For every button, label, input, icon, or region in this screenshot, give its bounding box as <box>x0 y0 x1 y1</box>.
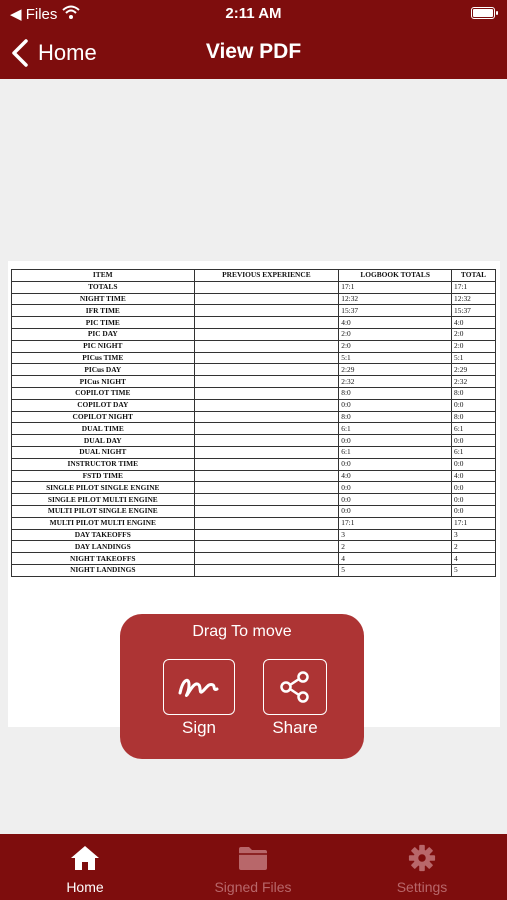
cell-previous <box>194 423 339 435</box>
cell-total: 0:0 <box>452 399 496 411</box>
cell-previous <box>194 435 339 447</box>
cell-previous <box>194 317 339 329</box>
share-button[interactable] <box>258 659 332 738</box>
cell-item: FSTD TIME <box>12 470 195 482</box>
cell-item: DAY TAKEOFFS <box>12 529 195 541</box>
cell-item: COPILOT DAY <box>12 399 195 411</box>
cell-total: 6:1 <box>452 446 496 458</box>
header-logbook-totals: LOGBOOK TOTALS <box>339 270 452 282</box>
table-row <box>12 387 496 399</box>
cell-previous <box>194 399 339 411</box>
house-icon <box>69 844 101 872</box>
table-row <box>12 470 496 482</box>
cell-total: 5:1 <box>452 352 496 364</box>
cell-logbook: 6:1 <box>339 423 452 435</box>
cell-logbook: 17:1 <box>339 517 452 529</box>
cell-previous <box>194 470 339 482</box>
cell-logbook: 2 <box>339 541 452 553</box>
cell-total: 17:1 <box>452 281 496 293</box>
cell-previous <box>194 352 339 364</box>
cell-total: 0:0 <box>452 435 496 447</box>
table-row <box>12 494 496 506</box>
share-icon <box>277 669 313 705</box>
cell-logbook: 0:0 <box>339 494 452 506</box>
table-row <box>12 352 496 364</box>
cell-logbook: 17:1 <box>339 281 452 293</box>
table-row <box>12 376 496 388</box>
cell-total: 4 <box>452 553 496 565</box>
table-row <box>12 411 496 423</box>
cell-item: NIGHT LANDINGS <box>12 564 195 576</box>
cell-item: PICus DAY <box>12 364 195 376</box>
cell-previous <box>194 529 339 541</box>
cell-previous <box>194 494 339 506</box>
status-time: 2:11 AM <box>225 5 282 22</box>
cell-logbook: 2:29 <box>339 364 452 376</box>
table-row <box>12 529 496 541</box>
cell-item: PIC NIGHT <box>12 340 195 352</box>
header-item: ITEM <box>12 270 195 282</box>
cell-item: NIGHT TIME <box>12 293 195 305</box>
cell-logbook: 4:0 <box>339 470 452 482</box>
table-row <box>12 340 496 352</box>
table-row <box>12 553 496 565</box>
top-bar <box>0 0 507 79</box>
folder-icon <box>237 844 269 872</box>
tab-signed-files-label: Signed Files <box>214 879 292 895</box>
table-row <box>12 328 496 340</box>
cell-logbook: 0:0 <box>339 435 452 447</box>
cell-previous <box>194 305 339 317</box>
cell-item: TOTALS <box>12 281 195 293</box>
table-row <box>12 541 496 553</box>
tab-settings-label: Settings <box>396 879 448 895</box>
tab-bar <box>0 834 507 900</box>
cell-total: 8:0 <box>452 387 496 399</box>
header-total: TOTAL <box>452 270 496 282</box>
cell-item: PIC TIME <box>12 317 195 329</box>
cell-total: 5 <box>452 564 496 576</box>
back-to-files-link[interactable]: ◀ Files <box>10 6 58 23</box>
cell-previous <box>194 340 339 352</box>
cell-item: PIC DAY <box>12 328 195 340</box>
cell-item: DUAL NIGHT <box>12 446 195 458</box>
battery-icon <box>471 7 495 19</box>
cell-previous <box>194 505 339 517</box>
cell-item: SINGLE PILOT MULTI ENGINE <box>12 494 195 506</box>
cell-item: MULTI PILOT MULTI ENGINE <box>12 517 195 529</box>
table-row <box>12 305 496 317</box>
cell-total: 17:1 <box>452 517 496 529</box>
signature-icon <box>175 671 223 703</box>
cell-previous <box>194 553 339 565</box>
header-previous-experience: PREVIOUS EXPERIENCE <box>194 270 339 282</box>
tab-home-label: Home <box>66 879 104 895</box>
tab-signed-files[interactable] <box>198 844 308 895</box>
table-row <box>12 293 496 305</box>
table-row <box>12 482 496 494</box>
cell-logbook: 5:1 <box>339 352 452 364</box>
cell-item: MULTI PILOT SINGLE ENGINE <box>12 505 195 517</box>
table-row <box>12 517 496 529</box>
gear-icon <box>407 844 437 872</box>
cell-logbook: 8:0 <box>339 387 452 399</box>
cell-total: 0:0 <box>452 458 496 470</box>
cell-total: 2:32 <box>452 376 496 388</box>
cell-logbook: 15:37 <box>339 305 452 317</box>
cell-previous <box>194 328 339 340</box>
cell-previous <box>194 517 339 529</box>
cell-logbook: 4 <box>339 553 452 565</box>
table-row <box>12 399 496 411</box>
table-header-row <box>12 270 496 282</box>
table-row <box>12 317 496 329</box>
status-bar <box>0 0 507 28</box>
table-row <box>12 281 496 293</box>
logbook-table <box>11 269 496 577</box>
cell-logbook: 4:0 <box>339 317 452 329</box>
cell-item: COPILOT TIME <box>12 387 195 399</box>
cell-previous <box>194 446 339 458</box>
cell-logbook: 0:0 <box>339 482 452 494</box>
share-label: Share <box>272 718 318 737</box>
table-row <box>12 423 496 435</box>
cell-item: DUAL DAY <box>12 435 195 447</box>
sign-label: Sign <box>181 718 217 737</box>
cell-logbook: 8:0 <box>339 411 452 423</box>
cell-total: 12:32 <box>452 293 496 305</box>
cell-total: 8:0 <box>452 411 496 423</box>
cell-previous <box>194 458 339 470</box>
cell-item: DUAL TIME <box>12 423 195 435</box>
table-row <box>12 446 496 458</box>
cell-total: 0:0 <box>452 482 496 494</box>
sign-button[interactable] <box>162 659 236 738</box>
cell-total: 3 <box>452 529 496 541</box>
cell-total: 2:0 <box>452 328 496 340</box>
cell-logbook: 0:0 <box>339 399 452 411</box>
cell-previous <box>194 482 339 494</box>
cell-logbook: 3 <box>339 529 452 541</box>
cell-item: NIGHT TAKEOFFS <box>12 553 195 565</box>
cell-previous <box>194 364 339 376</box>
cell-item: PICus NIGHT <box>12 376 195 388</box>
cell-item: DAY LANDINGS <box>12 541 195 553</box>
cell-total: 6:1 <box>452 423 496 435</box>
cell-logbook: 2:0 <box>339 340 452 352</box>
cell-total: 4:0 <box>452 470 496 482</box>
cell-previous <box>194 564 339 576</box>
cell-item: COPILOT NIGHT <box>12 411 195 423</box>
table-row <box>12 505 496 517</box>
table-row <box>12 564 496 576</box>
cell-previous <box>194 387 339 399</box>
cell-item: INSTRUCTOR TIME <box>12 458 195 470</box>
cell-previous <box>194 293 339 305</box>
cell-total: 2 <box>452 541 496 553</box>
table-row <box>12 364 496 376</box>
cell-logbook: 12:32 <box>339 293 452 305</box>
cell-logbook: 5 <box>339 564 452 576</box>
table-row <box>12 458 496 470</box>
drag-hint: Drag To move <box>192 623 292 640</box>
cell-previous <box>194 281 339 293</box>
cell-previous <box>194 541 339 553</box>
cell-total: 0:0 <box>452 494 496 506</box>
tab-settings[interactable] <box>367 844 477 895</box>
cell-total: 0:0 <box>452 505 496 517</box>
cell-item: PICus TIME <box>12 352 195 364</box>
cell-logbook: 6:1 <box>339 446 452 458</box>
tab-home[interactable] <box>30 844 140 895</box>
cell-total: 15:37 <box>452 305 496 317</box>
cell-logbook: 2:0 <box>339 328 452 340</box>
cell-logbook: 2:32 <box>339 376 452 388</box>
cell-logbook: 0:0 <box>339 458 452 470</box>
cell-total: 2:29 <box>452 364 496 376</box>
cell-total: 4:0 <box>452 317 496 329</box>
cell-item: IFR TIME <box>12 305 195 317</box>
cell-total: 2:0 <box>452 340 496 352</box>
cell-previous <box>194 411 339 423</box>
cell-logbook: 0:0 <box>339 505 452 517</box>
cell-item: SINGLE PILOT SINGLE ENGINE <box>12 482 195 494</box>
back-label: Home <box>38 40 97 65</box>
table-row <box>12 435 496 447</box>
page-title: View PDF <box>205 40 302 63</box>
floating-action-panel[interactable] <box>120 614 364 759</box>
cell-previous <box>194 376 339 388</box>
